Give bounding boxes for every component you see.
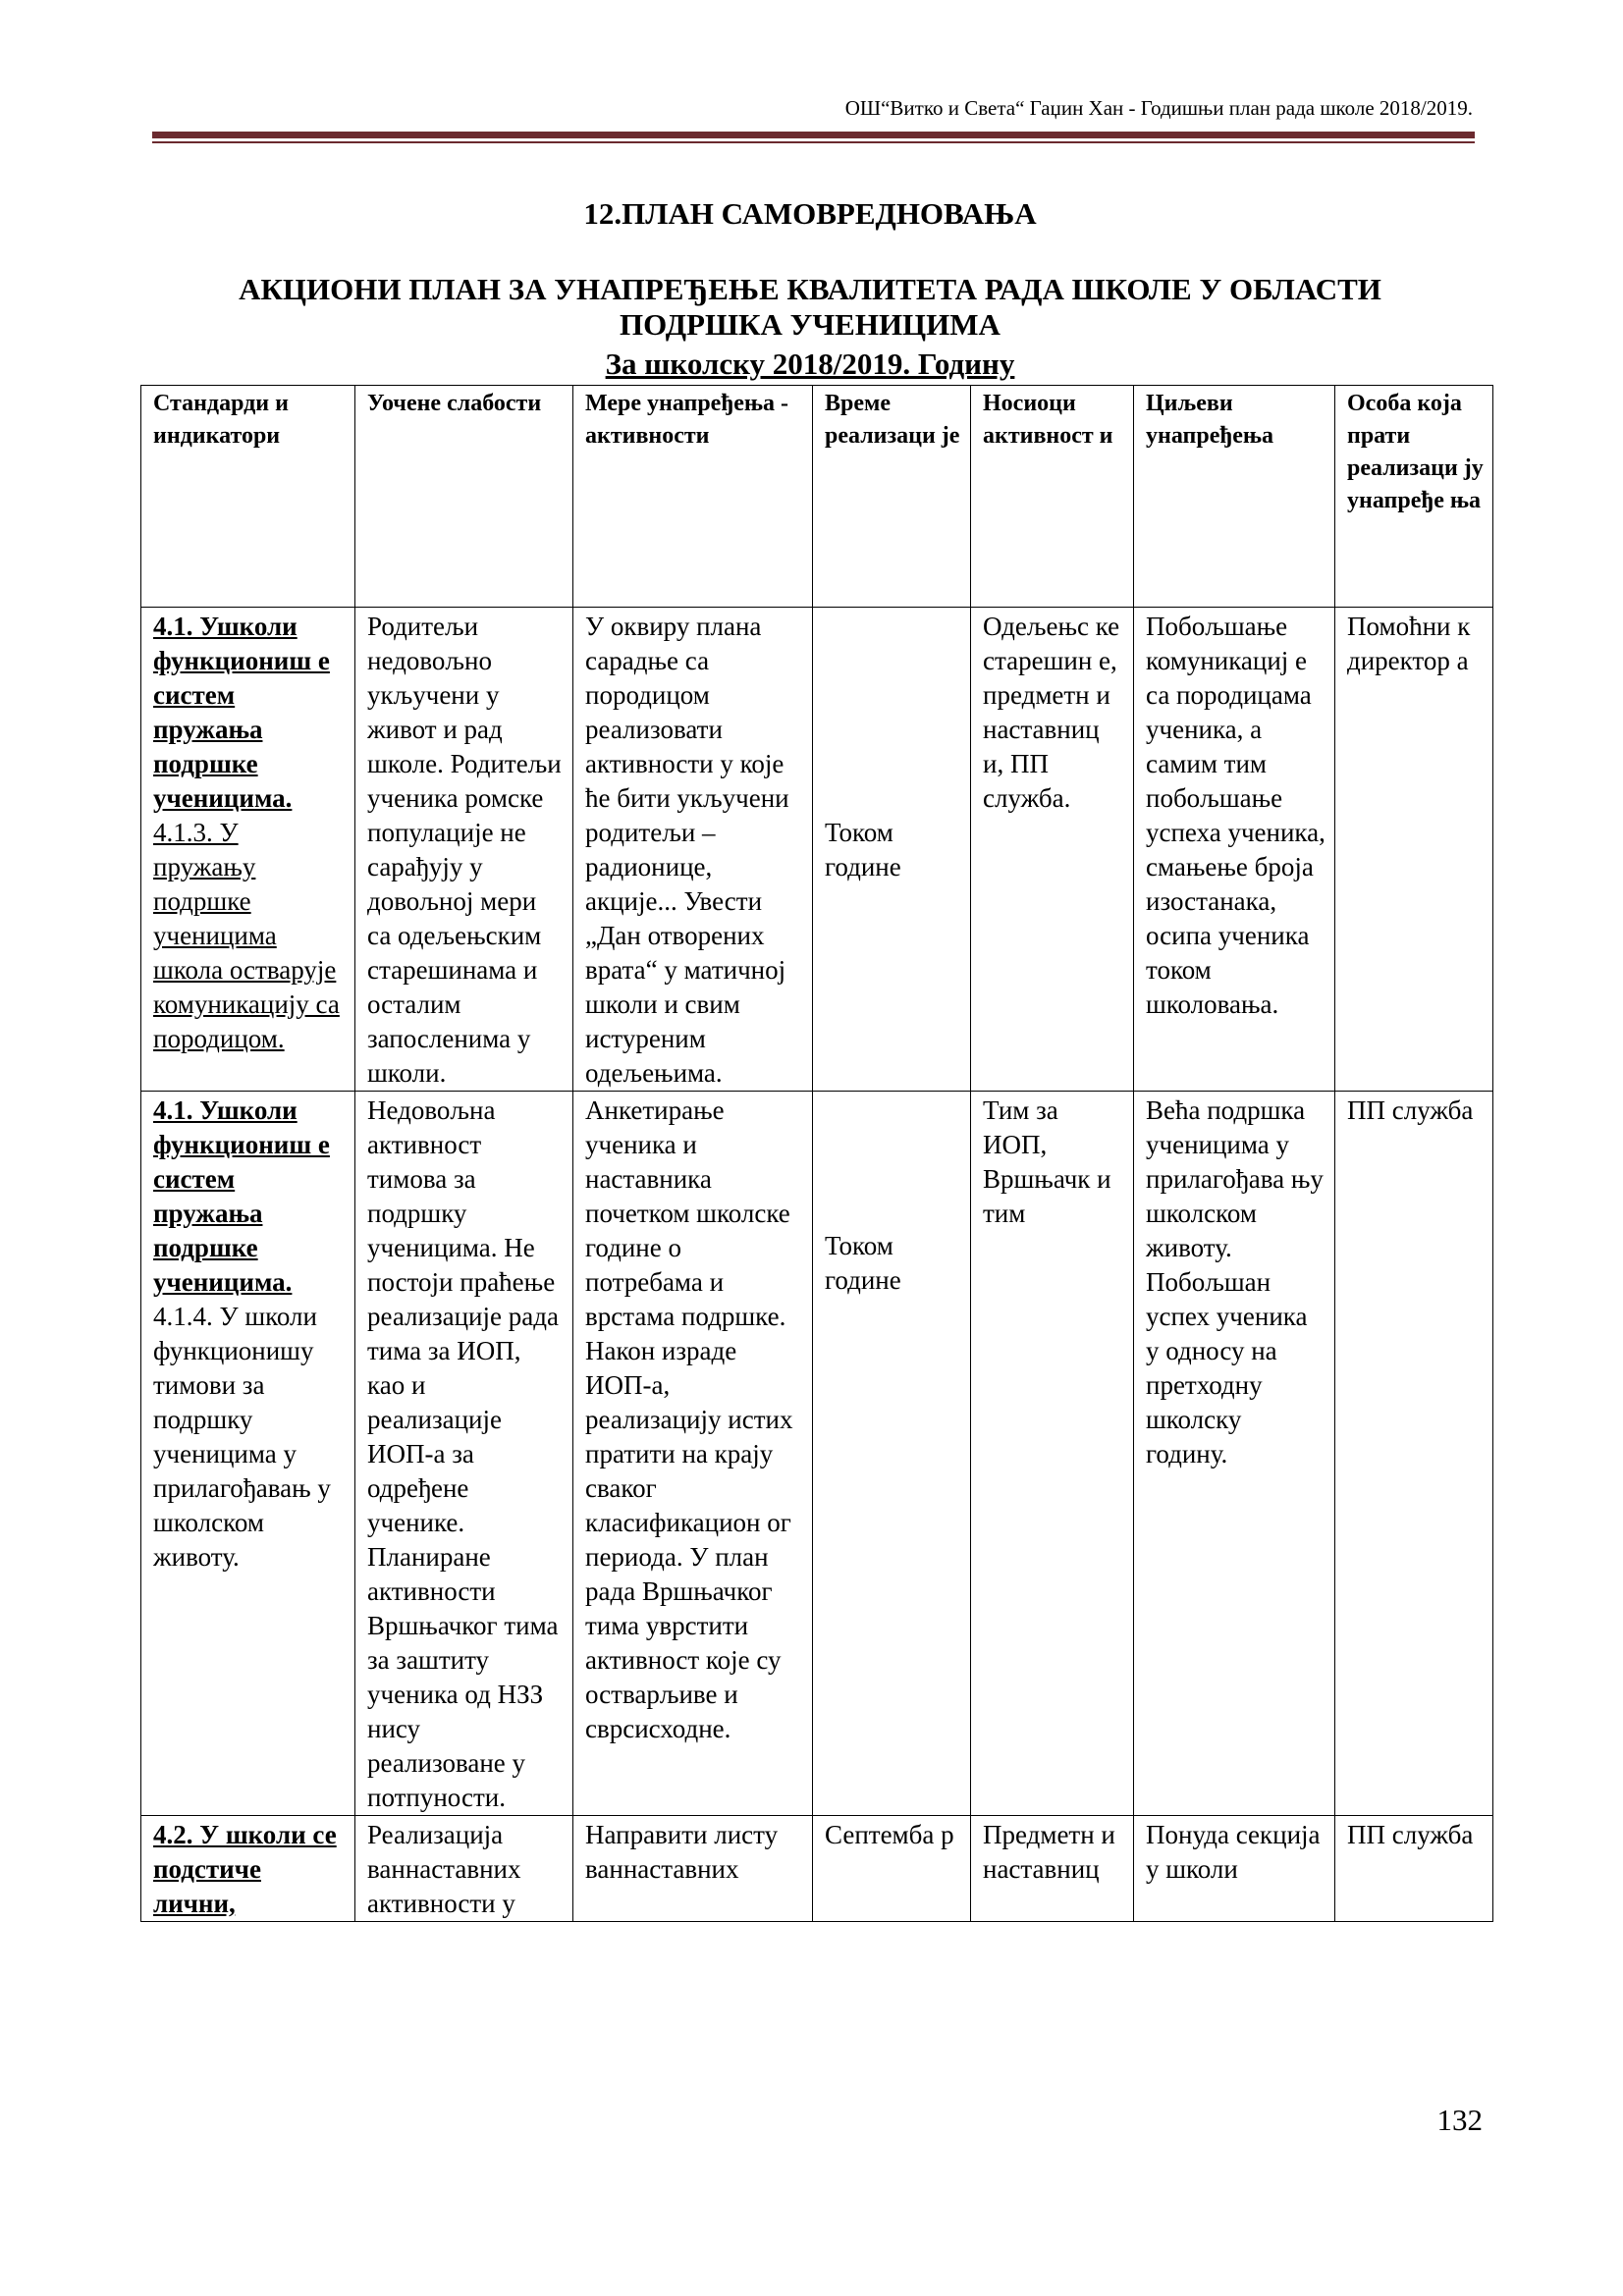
plan-title bbox=[147, 272, 1473, 343]
plan-title-line-1: АКЦИОНИ ПЛАН ЗА УНАПРЕЂЕЊЕ КВАЛИТЕТА РАДА ШКОЛЕ У ОБЛАСТИ bbox=[239, 272, 1381, 306]
column-header-measures: Мере унапређења - активности bbox=[573, 386, 813, 608]
monitor-cell: ПП служба bbox=[1335, 1092, 1493, 1816]
measures-cell: Направити листу ваннаставних bbox=[573, 1816, 813, 1922]
plan-title-line-2: ПОДРШКА УЧЕНИЦИМА bbox=[620, 307, 1001, 342]
time-cell: Током године bbox=[813, 608, 971, 1092]
section-title: 12.ПЛАН САМОВРЕДНОВАЊА bbox=[583, 196, 1037, 231]
column-header-monitor: Особа која прати реализаци ју унапређе ња bbox=[1335, 386, 1493, 608]
column-header-holders: Носиоци активност и bbox=[971, 386, 1134, 608]
header-rule-thick bbox=[152, 132, 1475, 138]
goals-cell: Побољшање комуникациј е са породицама ученика, а самим тим побољшање успеха ученика, смањење броја изостанака, осипа ученика током школовања. bbox=[1134, 608, 1335, 1092]
measures-cell: У оквиру плана сарадње са породицом реализовати активности у које ће бити укључени родитељи – радионице, акције... Увести „Дан отворених врата“ у матичној школи и свим истуреним одељењима. bbox=[573, 608, 813, 1092]
table-row bbox=[141, 1816, 1493, 1922]
measures-cell: Анкетирање ученика и наставника почетком школске године о потребама и врстама подршке. Након израде ИОП-а, реализацију истих пратити на крају сваког класификацион ог периода. У план рада Вршњачког тима уврстити активност које су остварљиве и сврсисходне. bbox=[573, 1092, 813, 1816]
holders-cell: Предметн и наставниц bbox=[971, 1816, 1134, 1922]
holders-cell: Одељењс ке старешин е, предметн и наставниц и, ПП служба. bbox=[971, 608, 1134, 1092]
table-row bbox=[141, 608, 1493, 1092]
standard-cell bbox=[141, 608, 355, 1092]
table-row bbox=[141, 1092, 1493, 1816]
weaknesses-cell: Недовољна активност тимова за подршку ученицима. Не постоји праћење реализације рада тима за ИОП, као и реализације ИОП-а за одређене ученике. Планиране активности Вршњачког тима за заштиту ученика од НЗЗ нису реализоване у потпуности. bbox=[355, 1092, 573, 1816]
page-number: 132 bbox=[1436, 2103, 1483, 2137]
column-header-goals: Циљеви унапређења bbox=[1134, 386, 1335, 608]
standard-indicator: 4.1.4. У школи функционишу тимови за подршку ученицима у прилагођавањ у школском животу. bbox=[153, 1302, 331, 1572]
standard-indicator: 4.1.3. У пружању подршке ученицима школа остварује комуникацију са породицом. bbox=[153, 818, 340, 1053]
standard-cell bbox=[141, 1816, 355, 1922]
action-plan-table bbox=[140, 385, 1493, 1922]
time-cell: Септемба р bbox=[813, 1816, 971, 1922]
standard-title: 4.1. Ушколи функциониш е систем пружања подршке ученицима. bbox=[153, 612, 330, 813]
goals-cell: Већа подршка ученицима у прилагођава њу школском животу. Побољшан успех ученика у односу на претходну школску годину. bbox=[1134, 1092, 1335, 1816]
weaknesses-cell: Реализација ваннаставних активности у bbox=[355, 1816, 573, 1922]
time-cell bbox=[813, 1092, 971, 1816]
school-year: За школску 2018/2019. Годину bbox=[605, 347, 1015, 381]
standard-cell bbox=[141, 1092, 355, 1816]
table-header-row bbox=[141, 386, 1493, 608]
weaknesses-cell: Родитељи недовољно укључени у живот и рад школе. Родитељи ученика ромске популације не сарађују у довољној мери са одељењским старешинама и осталим запосленима у школи. bbox=[355, 608, 573, 1092]
standard-title: 4.2. У школи се подстиче лични, bbox=[153, 1820, 337, 1918]
holders-cell: Тим за ИОП, Вршњачк и тим bbox=[971, 1092, 1134, 1816]
time-value: Током године bbox=[825, 1231, 901, 1295]
monitor-cell: Помоћни к директор а bbox=[1335, 608, 1493, 1092]
header-rule-thin bbox=[152, 141, 1475, 143]
column-header-weaknesses: Уочене слабости bbox=[355, 386, 573, 608]
goals-cell: Понуда секција у школи bbox=[1134, 1816, 1335, 1922]
column-header-time: Време реализаци је bbox=[813, 386, 971, 608]
running-header: ОШ“Витко и Света“ Гаџин Хан - Годишњи план рада школе 2018/2019. bbox=[844, 96, 1473, 120]
column-header-standards: Стандарди и индикатори bbox=[141, 386, 355, 608]
monitor-cell: ПП служба bbox=[1335, 1816, 1493, 1922]
standard-title: 4.1. Ушколи функциониш е систем пружања подршке ученицима. bbox=[153, 1095, 330, 1297]
